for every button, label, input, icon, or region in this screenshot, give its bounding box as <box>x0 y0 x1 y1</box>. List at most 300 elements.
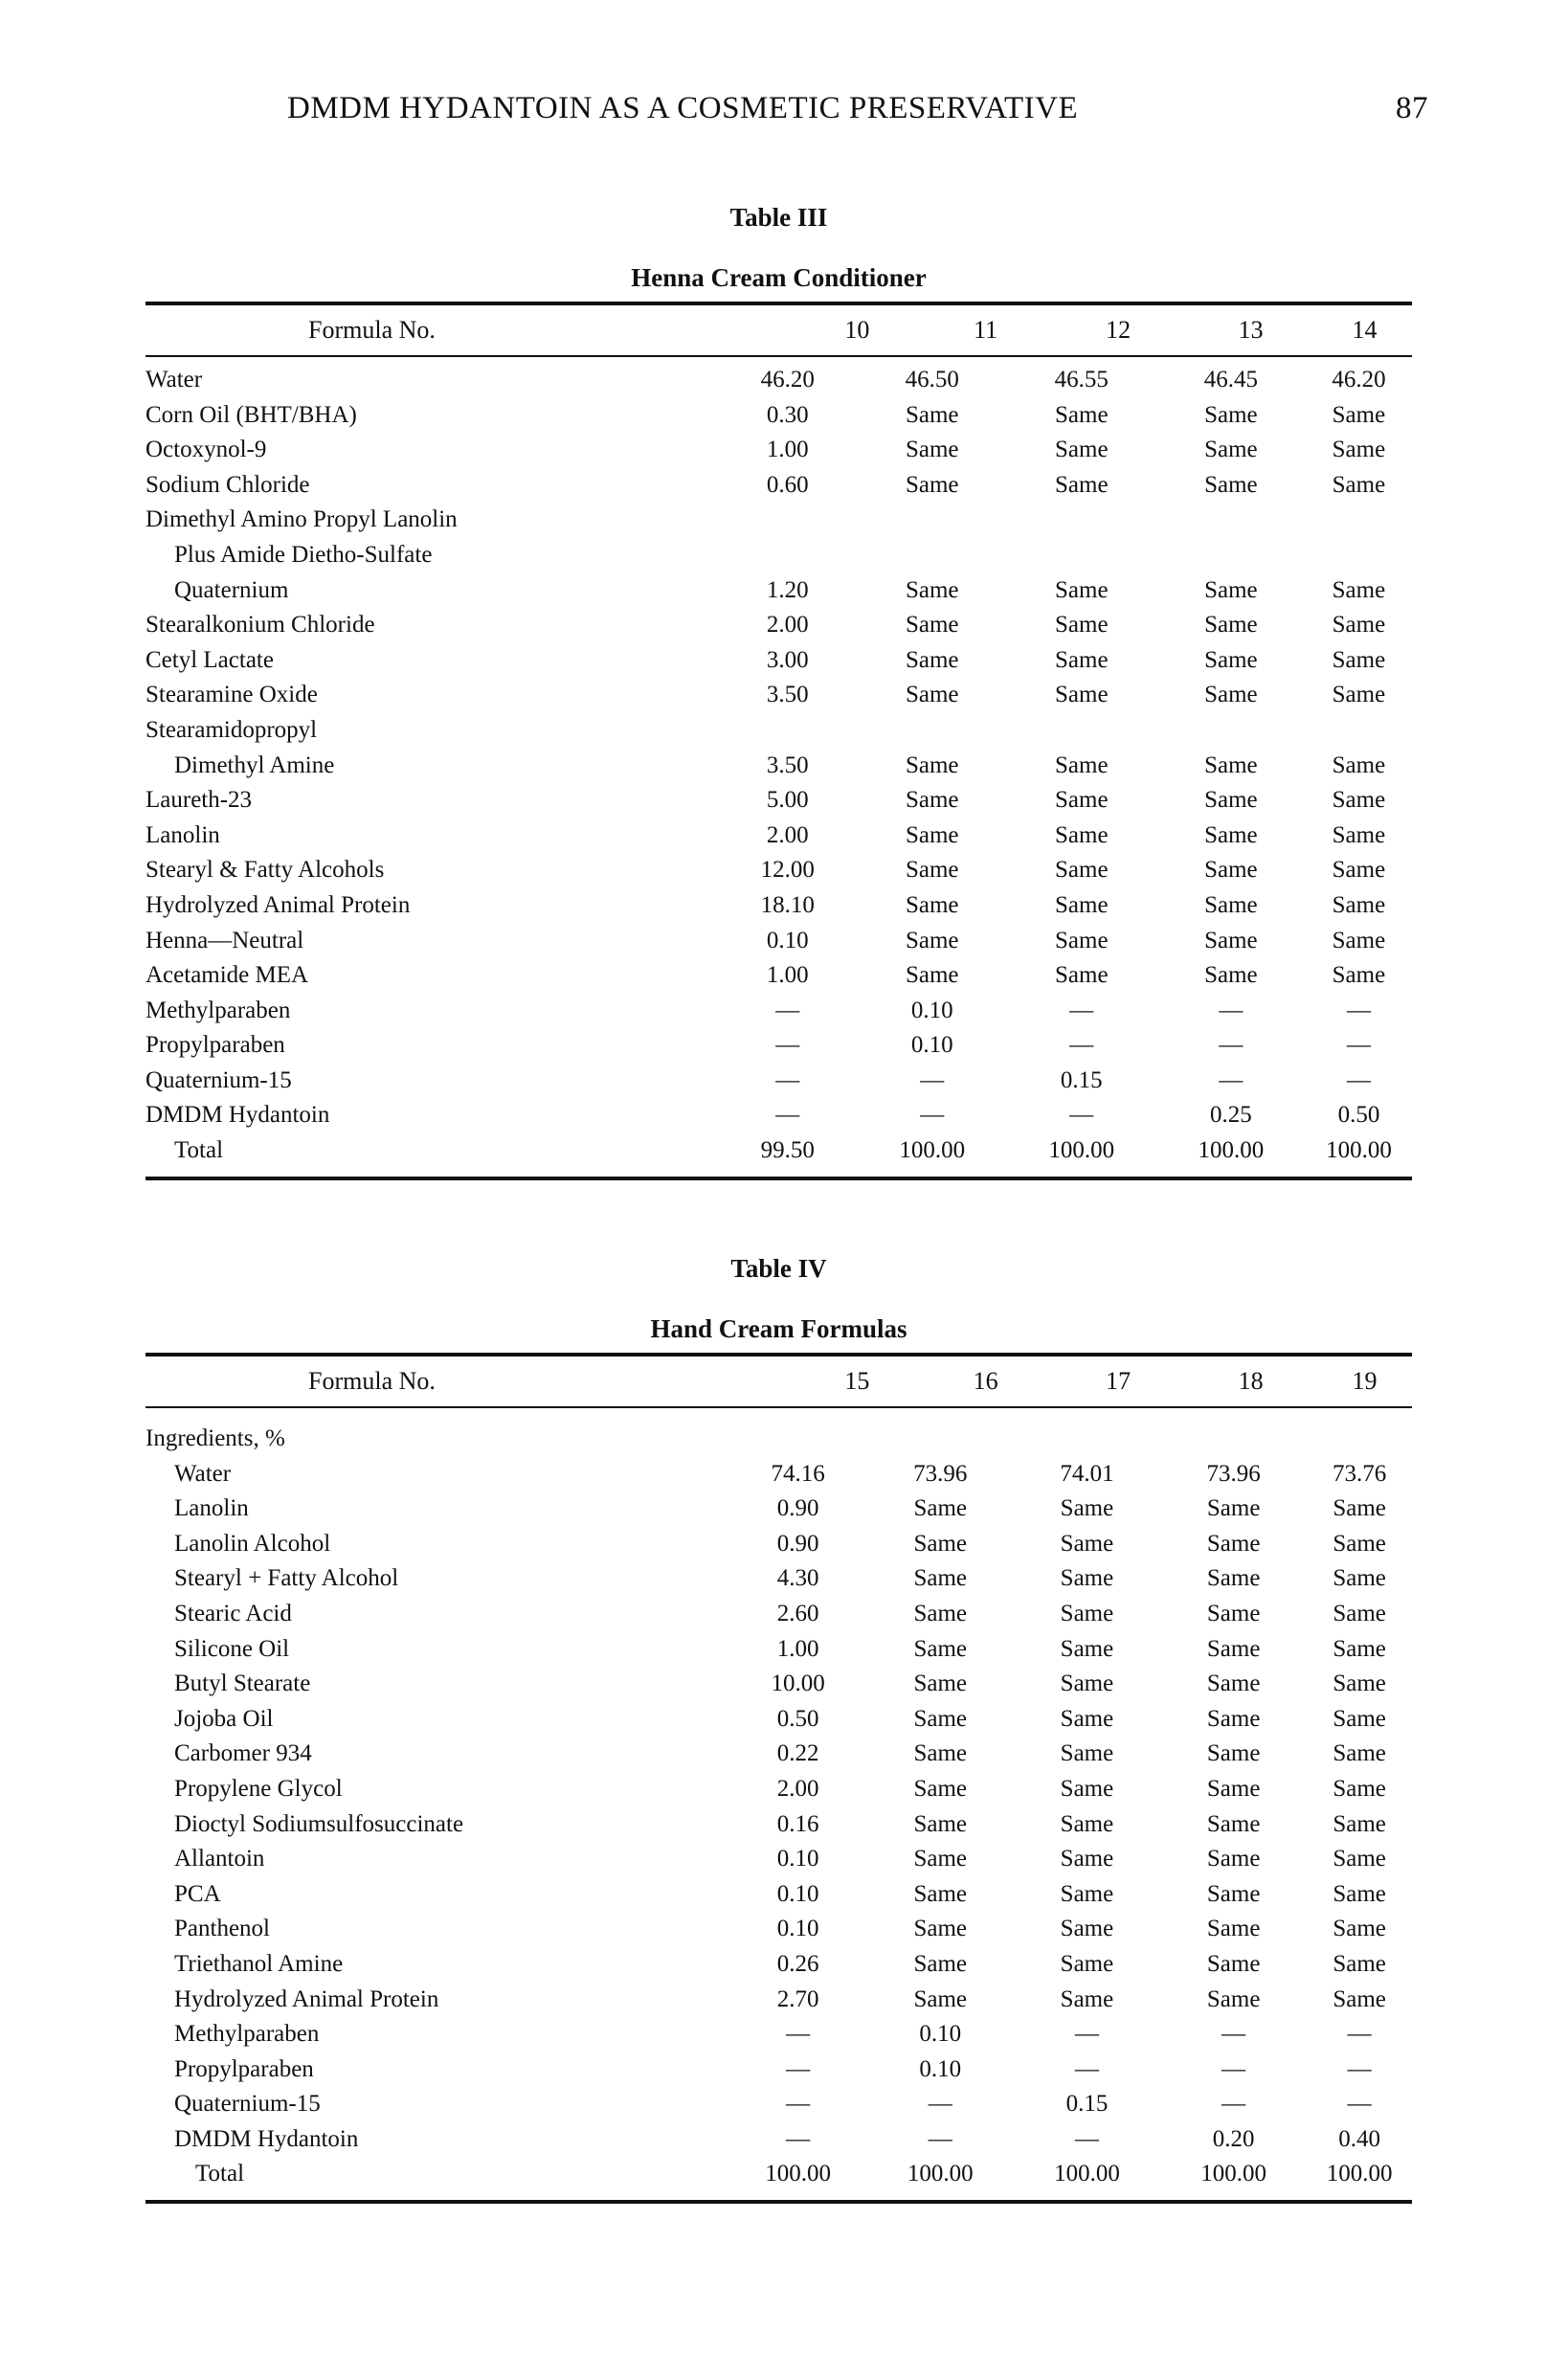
table-row <box>146 433 1412 468</box>
table-row <box>146 1737 1412 1772</box>
cell-value: 100.00 <box>1198 1137 1265 1164</box>
table-row <box>146 1632 1412 1668</box>
cell-value: 10.00 <box>771 1671 825 1697</box>
cell-value: — <box>920 1102 945 1129</box>
cell-value: Same <box>1204 612 1258 639</box>
cell-value: 74.01 <box>1060 1460 1114 1487</box>
cell-value: Same <box>905 857 959 884</box>
table-row <box>146 503 1412 538</box>
column-header: 18 <box>1238 1367 1264 1395</box>
cell-value: — <box>1069 1032 1094 1059</box>
cell-value: Same <box>1332 471 1386 498</box>
cell-value <box>1007 538 1156 573</box>
table-row <box>146 749 1412 784</box>
cell-value: 0.40 <box>1338 2125 1380 2152</box>
cell-value: Same <box>1206 1705 1261 1732</box>
cell-value: Same <box>1204 437 1258 463</box>
table-row <box>146 2157 1412 2192</box>
table-row <box>146 608 1412 643</box>
cell-value: Same <box>905 751 959 778</box>
cell-value: — <box>928 2125 952 2152</box>
ingredient-name: Methylparaben <box>146 997 291 1023</box>
cell-value: Same <box>913 1775 968 1802</box>
cell-value: 2.00 <box>766 612 809 639</box>
column-header: 19 <box>1352 1367 1378 1395</box>
cell-value: Same <box>1055 682 1109 708</box>
cell-value: Same <box>1204 962 1258 989</box>
table-row <box>146 643 1412 679</box>
cell-value: 0.90 <box>776 1495 819 1522</box>
cell-value: Same <box>1060 1530 1114 1557</box>
cell-value: 0.10 <box>766 927 809 953</box>
cell-value: 2.70 <box>776 1985 819 2012</box>
cell-value: Same <box>1055 891 1109 918</box>
cell-value: — <box>786 2055 811 2082</box>
cell-value: Same <box>1055 612 1109 639</box>
ingredient-name: Plus Amide Dietho-Sulfate <box>174 541 433 568</box>
header-row <box>146 305 1412 355</box>
ingredient-name: Octoxynol-9 <box>146 437 267 463</box>
cell-value: Same <box>1204 646 1258 673</box>
header-rule <box>146 355 1412 357</box>
cell-value: — <box>1221 2091 1246 2118</box>
cell-value: Same <box>1060 1671 1114 1697</box>
cell-value: Same <box>1204 857 1258 884</box>
ingredient-name: Triethanol Amine <box>174 1950 344 1977</box>
cell-value: Same <box>1060 1880 1114 1907</box>
ingredient-name: Lanolin Alcohol <box>174 1530 331 1557</box>
cell-value: Same <box>1060 1600 1114 1626</box>
cell-value: Same <box>1055 471 1109 498</box>
cell-value: Same <box>1060 1635 1114 1662</box>
cell-value: — <box>1221 2021 1246 2048</box>
cell-value: — <box>928 2091 952 2118</box>
cell-value: — <box>1074 2021 1099 2048</box>
cell-value <box>1306 503 1412 538</box>
table-row <box>146 1028 1412 1064</box>
table-row <box>146 1133 1412 1169</box>
cell-value: 0.15 <box>1060 1066 1103 1093</box>
cell-value: Same <box>1060 1775 1114 1802</box>
ingredient-name: Stearamidopropyl <box>146 716 318 743</box>
cell-value: 46.55 <box>1054 367 1109 392</box>
cell-value: 100.00 <box>1048 1137 1115 1164</box>
cell-value: Same <box>1206 1985 1261 2012</box>
cell-value: Same <box>1206 1950 1261 1977</box>
table-body <box>146 363 1412 1169</box>
cell-value: Same <box>1055 821 1109 848</box>
table-row <box>146 888 1412 924</box>
cell-value: 100.00 <box>1326 2161 1393 2187</box>
table-row <box>146 1064 1412 1099</box>
cell-value <box>1007 503 1156 538</box>
table-row <box>146 1491 1412 1527</box>
cell-value: Same <box>913 1880 968 1907</box>
cell-value: Same <box>1206 1880 1261 1907</box>
cell-value: 0.26 <box>776 1950 819 1977</box>
cell-value: 73.96 <box>1206 1460 1261 1487</box>
cell-value: — <box>786 2125 811 2152</box>
table-row <box>146 924 1412 959</box>
table-row <box>146 1457 1412 1492</box>
table-row <box>146 1422 1412 1457</box>
ingredient-name: Propylene Glycol <box>174 1775 343 1802</box>
column-header: 12 <box>1106 316 1131 344</box>
cell-value: — <box>775 1066 800 1093</box>
cell-value: Same <box>1204 682 1258 708</box>
cell-value: Same <box>1333 1810 1386 1837</box>
cell-value: Same <box>1332 891 1386 918</box>
table-iii <box>146 203 1412 1180</box>
ingredient-name: Quaternium-15 <box>146 1066 292 1093</box>
cell-value <box>718 538 858 573</box>
cell-value: 0.50 <box>1337 1102 1380 1129</box>
ingredient-name: Dimethyl Amino Propyl Lanolin <box>146 506 458 533</box>
cell-value: 0.10 <box>919 2021 962 2048</box>
cell-value: Same <box>1055 646 1109 673</box>
ingredient-name: Quaternium <box>174 576 289 603</box>
cell-value: Same <box>1206 1600 1261 1626</box>
table-row <box>146 1667 1412 1702</box>
cell-value: Same <box>1060 1565 1114 1592</box>
formula-table-body <box>146 363 1412 1169</box>
cell-value: — <box>1347 2021 1372 2048</box>
cell-value: 74.16 <box>771 1460 825 1487</box>
ingredient-name: DMDM Hydantoin <box>174 2125 359 2152</box>
ingredient-name: Corn Oil (BHT/BHA) <box>146 401 357 428</box>
cell-value: Same <box>913 1950 968 1977</box>
cell-value: 46.20 <box>1332 367 1386 392</box>
cell-value <box>1160 1422 1307 1457</box>
ingredient-name: DMDM Hydantoin <box>146 1102 330 1129</box>
ingredient-name: Butyl Stearate <box>174 1671 311 1697</box>
cell-value: Same <box>1204 471 1258 498</box>
cell-value: Same <box>913 1530 968 1557</box>
cell-value: Same <box>1060 1740 1114 1767</box>
cell-value: 2.00 <box>766 821 809 848</box>
cell-value: Same <box>1333 1775 1386 1802</box>
ingredient-name: Sodium Chloride <box>146 471 310 498</box>
column-header: 11 <box>974 316 998 344</box>
ingredient-name: Ingredients, % <box>146 1425 285 1451</box>
table-row <box>146 2087 1412 2122</box>
cell-value: — <box>920 1066 945 1093</box>
cell-value: Same <box>1204 821 1258 848</box>
cell-value: — <box>1347 2055 1372 2082</box>
cell-value: Same <box>913 1565 968 1592</box>
cell-value: Same <box>913 1600 968 1626</box>
cell-value: — <box>1346 1032 1371 1059</box>
cell-value: 73.96 <box>913 1460 968 1487</box>
table-row <box>146 1983 1412 2018</box>
cell-value: Same <box>1204 787 1258 814</box>
cell-value: 0.10 <box>776 1846 819 1872</box>
cell-value: 1.00 <box>766 962 809 989</box>
cell-value: Same <box>1060 1985 1114 2012</box>
cell-value: 100.00 <box>1200 2161 1267 2187</box>
table-row <box>146 1877 1412 1913</box>
ingredient-name: Dimethyl Amine <box>174 751 335 778</box>
ingredient-name: Silicone Oil <box>174 1635 290 1662</box>
cell-value <box>1156 538 1306 573</box>
cell-value: Same <box>1206 1846 1261 1872</box>
table-subtitle: Henna Cream Conditioner <box>631 263 927 292</box>
cell-value: Same <box>1333 1495 1386 1522</box>
cell-value: Same <box>913 1671 968 1697</box>
cell-value: Same <box>1055 787 1109 814</box>
cell-value: 0.10 <box>776 1916 819 1942</box>
cell-value: Same <box>1055 401 1109 428</box>
cell-value: Same <box>1206 1916 1261 1942</box>
cell-value: 100.00 <box>1326 1137 1392 1164</box>
cell-value: 0.20 <box>1212 2125 1255 2152</box>
table-row <box>146 1772 1412 1807</box>
cell-value: Same <box>1055 437 1109 463</box>
table-row <box>146 1912 1412 1947</box>
cell-value <box>1156 503 1306 538</box>
cell-value: 46.20 <box>760 367 815 392</box>
ingredient-name: Cetyl Lactate <box>146 646 274 673</box>
cell-value: Same <box>905 787 959 814</box>
cell-value: — <box>775 997 800 1023</box>
cell-value: Same <box>1333 1880 1386 1907</box>
cell-value: Same <box>1204 751 1258 778</box>
cell-value: — <box>775 1032 800 1059</box>
cell-value: Same <box>1206 1495 1261 1522</box>
cell-value: Same <box>1333 1950 1386 1977</box>
ingredient-name: Lanolin <box>174 1495 249 1522</box>
cell-value: 0.60 <box>766 471 809 498</box>
header-row <box>146 1357 1412 1406</box>
cell-value: — <box>1347 2091 1372 2118</box>
table-row <box>146 783 1412 818</box>
ingredient-name: Quaternium-15 <box>174 2091 321 2118</box>
table-row <box>146 853 1412 888</box>
table-row <box>146 1561 1412 1597</box>
cell-value: Same <box>913 1810 968 1837</box>
ingredient-name: Stearalkonium Chloride <box>146 612 375 639</box>
running-head-title: DMDM HYDANTOIN AS A COSMETIC PRESERVATIVE <box>287 91 1079 125</box>
ingredient-name: Panthenol <box>174 1916 270 1942</box>
ingredient-name: Henna—Neutral <box>146 927 304 953</box>
table-row <box>146 1527 1412 1562</box>
cell-value: Same <box>905 576 959 603</box>
cell-value: 18.10 <box>760 891 815 918</box>
table-iv <box>146 1254 1412 2204</box>
cell-value <box>729 1422 867 1457</box>
ingredient-name: Propylparaben <box>146 1032 285 1059</box>
cell-value: 46.45 <box>1203 367 1258 392</box>
cell-value: — <box>1069 997 1094 1023</box>
cell-value: 0.10 <box>776 1880 819 1907</box>
table-row <box>146 363 1412 398</box>
cell-value: Same <box>1060 1916 1114 1942</box>
cell-value: Same <box>1332 612 1386 639</box>
table-row <box>146 538 1412 573</box>
cell-value: Same <box>1206 1635 1261 1662</box>
table-row <box>146 1807 1412 1843</box>
header-label: Formula No. <box>308 316 436 344</box>
cell-value: Same <box>1060 1950 1114 1977</box>
ingredient-name: PCA <box>174 1880 221 1907</box>
cell-value: Same <box>1332 962 1386 989</box>
cell-value: 1.20 <box>766 576 809 603</box>
cell-value: — <box>1219 1032 1243 1059</box>
cell-value: Same <box>913 1705 968 1732</box>
ingredient-name: Total <box>174 1137 224 1164</box>
table-row <box>146 1098 1412 1133</box>
cell-value: — <box>1074 2125 1099 2152</box>
cell-value: 0.10 <box>910 997 953 1023</box>
cell-value: — <box>1069 1102 1094 1129</box>
table-row <box>146 2052 1412 2088</box>
ingredient-name: Hydrolyzed Animal Protein <box>174 1985 439 2012</box>
cell-value: 99.50 <box>760 1137 815 1164</box>
cell-value: Same <box>1332 437 1386 463</box>
cell-value: Same <box>1055 857 1109 884</box>
cell-value: Same <box>1333 1600 1386 1626</box>
cell-value: Same <box>1333 1671 1386 1697</box>
column-header: 14 <box>1352 316 1378 344</box>
ingredient-name: Carbomer 934 <box>174 1740 312 1767</box>
header-label: Formula No. <box>308 1367 436 1395</box>
cell-value: Same <box>913 1985 968 2012</box>
ingredient-name: Total <box>195 2161 245 2187</box>
table-row <box>146 818 1412 854</box>
ingredient-name: Jojoba Oil <box>174 1705 274 1732</box>
formula-table <box>146 305 1412 355</box>
table-row <box>146 1947 1412 1983</box>
cell-value: Same <box>1332 682 1386 708</box>
cell-value: Same <box>1332 401 1386 428</box>
ingredient-name: Laureth-23 <box>146 787 253 814</box>
cell-value: Same <box>1055 962 1109 989</box>
cell-value <box>858 503 1007 538</box>
cell-value: 0.30 <box>766 401 809 428</box>
cell-value: Same <box>905 401 959 428</box>
cell-value <box>1014 1422 1160 1457</box>
table-row <box>146 713 1412 749</box>
cell-value: 5.00 <box>766 787 809 814</box>
cell-value: — <box>1221 2055 1246 2082</box>
cell-value: Same <box>1333 1985 1386 2012</box>
ingredient-name: Methylparaben <box>174 2021 320 2048</box>
table-row <box>146 678 1412 713</box>
table-row <box>146 2122 1412 2158</box>
cell-value: — <box>786 2021 811 2048</box>
ingredient-name: Lanolin <box>146 821 220 848</box>
ingredient-name: Water <box>174 1460 232 1487</box>
cell-value: Same <box>905 821 959 848</box>
cell-value: Same <box>1206 1671 1261 1697</box>
cell-value: Same <box>1055 751 1109 778</box>
cell-value: Same <box>1332 927 1386 953</box>
ingredient-name: Stearyl & Fatty Alcohols <box>146 857 385 884</box>
cell-value: Same <box>1204 576 1258 603</box>
ingredient-name: Hydrolyzed Animal Protein <box>146 891 411 918</box>
cell-value: 0.10 <box>919 2055 962 2082</box>
cell-value: Same <box>913 1495 968 1522</box>
table-title: Table III <box>729 203 828 232</box>
cell-value: Same <box>1333 1740 1386 1767</box>
ingredient-name: Allantoin <box>174 1846 265 1872</box>
cell-value: 4.30 <box>776 1565 819 1592</box>
cell-value: Same <box>905 471 959 498</box>
cell-value <box>1007 713 1156 749</box>
cell-value: Same <box>905 682 959 708</box>
cell-value: 46.50 <box>905 367 959 392</box>
cell-value: 100.00 <box>1054 2161 1120 2187</box>
cell-value: Same <box>1333 1635 1386 1662</box>
cell-value: Same <box>1333 1530 1386 1557</box>
cell-value: — <box>1346 997 1371 1023</box>
cell-value: Same <box>1055 927 1109 953</box>
table-row <box>146 1597 1412 1632</box>
table-row <box>146 398 1412 434</box>
cell-value: 3.50 <box>766 682 809 708</box>
cell-value: 0.22 <box>776 1740 819 1767</box>
ingredient-name: Acetamide MEA <box>146 962 309 989</box>
cell-value: Same <box>1060 1810 1114 1837</box>
table-row <box>146 958 1412 994</box>
cell-value: Same <box>913 1635 968 1662</box>
cell-value: Same <box>1332 751 1386 778</box>
cell-value: 3.50 <box>766 751 809 778</box>
cell-value: 3.00 <box>766 646 809 673</box>
cell-value: Same <box>905 927 959 953</box>
cell-value: 73.76 <box>1333 1460 1387 1487</box>
column-header: 10 <box>844 316 870 344</box>
column-header: 13 <box>1238 316 1264 344</box>
table-body <box>146 1422 1412 2192</box>
cell-value <box>718 713 858 749</box>
cell-value: 100.00 <box>765 2161 832 2187</box>
cell-value: Same <box>1060 1495 1114 1522</box>
cell-value <box>718 503 858 538</box>
cell-value: — <box>775 1102 800 1129</box>
cell-value: 0.10 <box>910 1032 953 1059</box>
cell-value: Same <box>1060 1846 1114 1872</box>
page-number: 87 <box>1396 91 1428 125</box>
table-row <box>146 1702 1412 1738</box>
cell-value: — <box>786 2091 811 2118</box>
cell-value: Same <box>1332 576 1386 603</box>
cell-value: — <box>1074 2055 1099 2082</box>
ingredient-name: Stearamine Oxide <box>146 682 318 708</box>
cell-value: Same <box>905 646 959 673</box>
cell-value: Same <box>1332 646 1386 673</box>
cell-value: Same <box>1206 1775 1261 1802</box>
cell-value: Same <box>905 437 959 463</box>
ingredient-name: Water <box>146 367 203 392</box>
table-row <box>146 2017 1412 2052</box>
cell-value: 1.00 <box>776 1635 819 1662</box>
table-subtitle: Hand Cream Formulas <box>650 1314 907 1343</box>
cell-value: Same <box>1206 1740 1261 1767</box>
cell-value: Same <box>913 1846 968 1872</box>
column-header: 16 <box>973 1367 998 1395</box>
cell-value: Same <box>1332 787 1386 814</box>
cell-value <box>858 538 1007 573</box>
cell-value: Same <box>1060 1705 1114 1732</box>
cell-value <box>1156 713 1306 749</box>
cell-value: Same <box>1206 1530 1261 1557</box>
bottom-rule <box>146 1177 1412 1180</box>
cell-value: Same <box>1206 1810 1261 1837</box>
cell-value: Same <box>1333 1565 1386 1592</box>
cell-value: Same <box>1055 576 1109 603</box>
cell-value: 2.00 <box>776 1775 819 1802</box>
